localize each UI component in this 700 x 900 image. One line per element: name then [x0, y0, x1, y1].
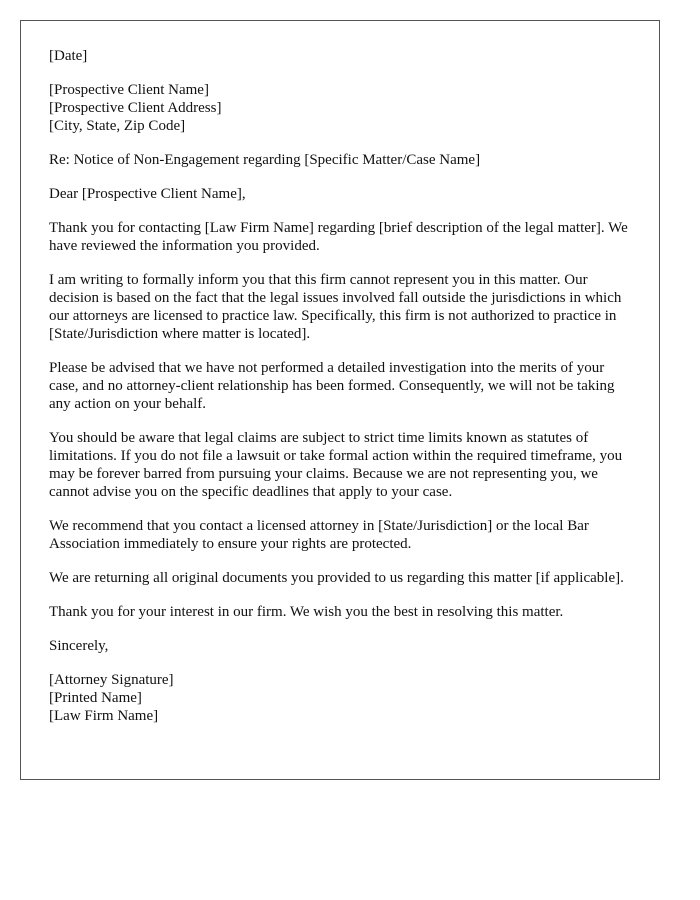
- letter-page: [20, 20, 660, 780]
- closing: Sincerely,: [49, 638, 109, 654]
- date-block: [49, 47, 635, 65]
- closing-block: [49, 637, 635, 655]
- salutation: Dear [Prospective Client Name],: [49, 186, 246, 202]
- paragraph-best-wishes: Thank you for your interest in our firm. We wish you the best in resolving this matter.: [49, 604, 564, 620]
- salutation-block: [49, 185, 635, 203]
- paragraph-statutes-of-limitations: You should be aware that legal claims are subject to strict time limits known as statutes of limitations. If you do not file a lawsuit or take formal action within the required timeframe, you may be forever barred from pursuing your claims. Because we are not representing you, we cannot advise you on the specific deadlines that apply to your case.: [49, 430, 623, 500]
- printed-name: [Printed Name]: [49, 690, 142, 706]
- paragraph-cannot-represent: I am writing to formally inform you that this firm cannot represent you in this matter. Our decision is based on the fact that the legal issues involved fall outside the jurisdictions in which our attorneys are licensed to practice law. Specifically, this firm is not authorized to practice in [State/Jurisdiction where matter is located].: [49, 272, 622, 342]
- paragraph-recommendation: We recommend that you contact a licensed attorney in [State/Jurisdiction] or the local Bar Association immediately to ensure your rights are protected.: [49, 518, 589, 552]
- signature-firm-name: [Law Firm Name]: [49, 708, 159, 724]
- recipient-city-state-zip: [City, State, Zip Code]: [49, 118, 186, 134]
- paragraph-no-relationship: Please be advised that we have not performed a detailed investigation into the merits of your case, and no attorney-client relationship has been formed. Consequently, we will not be taking any action on your behalf.: [49, 360, 615, 412]
- subject-block: [49, 151, 635, 169]
- signature-block: [49, 671, 635, 725]
- letter-date: [Date]: [49, 48, 88, 64]
- paragraph-returning-documents: We are returning all original documents you provided to us regarding this matter [if applicable].: [49, 570, 624, 586]
- subject-line: Re: Notice of Non-Engagement regarding [Specific Matter/Case Name]: [49, 152, 481, 168]
- signature-line: [Attorney Signature]: [49, 672, 174, 688]
- recipient-address: [Prospective Client Address]: [49, 100, 222, 116]
- recipient-name: [Prospective Client Name]: [49, 82, 209, 98]
- recipient-block: [49, 81, 635, 135]
- paragraph-thank-you: Thank you for contacting [Law Firm Name] regarding [brief description of the legal matter]. We have reviewed the information you provided.: [49, 220, 628, 254]
